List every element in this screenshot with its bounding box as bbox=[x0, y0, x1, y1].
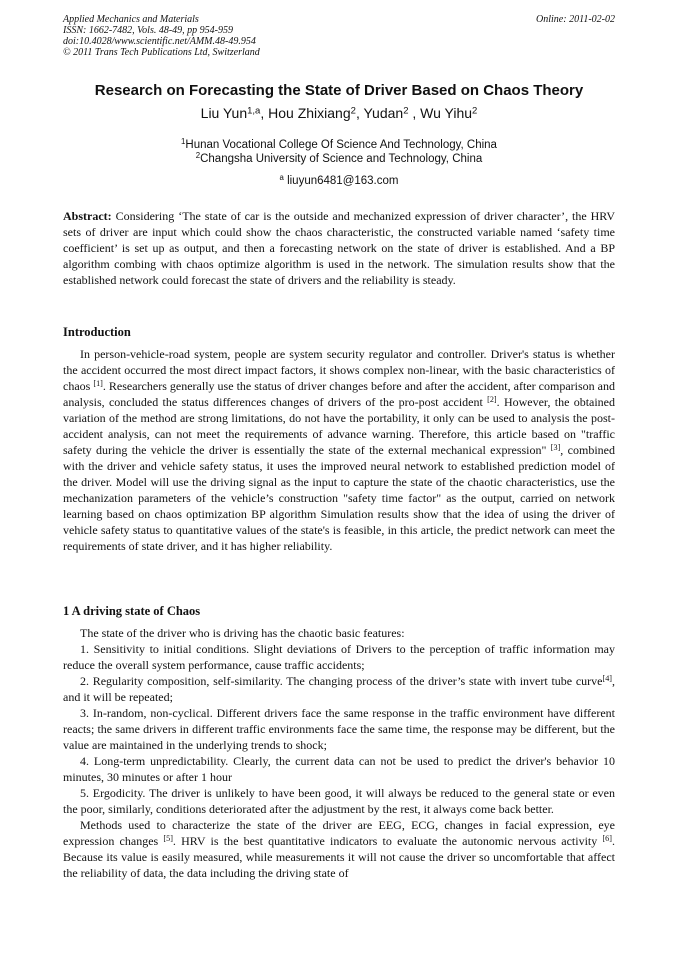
citation: [2] bbox=[487, 394, 497, 404]
section1-paragraph: 5. Ergodicity. The driver is unlikely to have been good, it will always be reduced to the general state or even the poor, similarly, conditions deteriorated after the adjustment by the rest, it always come back better. bbox=[63, 786, 615, 816]
author-sup: 2 bbox=[472, 105, 478, 117]
intro-text: In person-vehicle-road system, people are system security regulator and controller. Driver's status is whether the accident occurred the most direct impact factors, it shows complex non-linear, with the basic characteristics of chaos bbox=[63, 347, 615, 393]
intro-text: . However, the obtained variation of the method are strong limitations, do not have the portability, it only can be used to analysis the post-accident analysis, can not meet the requirements of advance warning. Therefore, this article based on "traffic safety during the vehicle the driver is essentially the state of the external mechanical expression" bbox=[63, 395, 616, 457]
affiliation-1 bbox=[40, 138, 638, 152]
affiliation-2 bbox=[40, 152, 638, 166]
author-sup: 2 bbox=[350, 105, 356, 117]
section1-heading: 1 A driving state of Chaos bbox=[63, 604, 201, 618]
para-text: . Because its value is easily measured, while measurements it will not cause the driver so uncomfortable that affect the reliability of data, the data including the driving state of bbox=[63, 834, 615, 880]
affiliation-text: Hunan Vocational College Of Science And Technology, China bbox=[185, 139, 497, 151]
citation: [6] bbox=[602, 833, 612, 843]
para-text: Methods used to characterize the state of the driver are EEG, ECG, changes in facial expression, eye expression changes bbox=[63, 818, 615, 848]
section1-paragraph bbox=[63, 673, 615, 705]
introduction-body bbox=[63, 346, 615, 554]
intro-text: . Researchers generally use the status of driver changes before and after the accident, after comparison and analysis, concluded the status differences changes of drivers of the pro-post accident bbox=[63, 379, 615, 409]
intro-text: , combined with the driver and vehicle safety status, it uses the improved neural network to established prediction model of the driver. Model will use the driving signal as the input to capture the state of the chaotic characteristics, use the mechanization parameters of the vehicle’s construction "safety time factor" as the output, carried on network learning based on chaos optimization BP algorithm Simulation results show that the idea of using the driver of vehicle safety status to quantitative values of the state's is feasible, in this article, the predict network can meet the requirements of state driver, and it has higher reliability. bbox=[63, 443, 615, 553]
citation: [4] bbox=[602, 673, 612, 683]
copyright-line: © 2011 Trans Tech Publications Ltd, Switzerland bbox=[63, 47, 260, 58]
author-sup: 2 bbox=[403, 105, 409, 117]
affiliation-text: Changsha University of Science and Technology, China bbox=[200, 153, 483, 165]
abstract-label: Abstract: bbox=[63, 209, 112, 223]
author-name: Liu Yun bbox=[200, 105, 248, 121]
introduction-heading: Introduction bbox=[63, 325, 131, 339]
online-date: Online: 2011-02-02 bbox=[536, 14, 615, 25]
email-sup: a bbox=[279, 173, 284, 183]
para-text: . HRV is the best quantitative indicators to evaluate the autonomic nervous activity bbox=[172, 834, 603, 848]
journal-name: Applied Mechanics and Materials bbox=[63, 14, 199, 25]
author-list bbox=[40, 104, 638, 122]
author-name: , Yudan bbox=[355, 105, 404, 121]
section1-paragraph bbox=[63, 817, 615, 881]
section1-paragraph: 4. Long-term unpredictability. Clearly, the current data can not be used to predict the driver's behavior 10 minutes, 30 minutes or after 1 hour bbox=[63, 754, 615, 784]
doi-line: doi:10.4028/www.scientific.net/AMM.48-49.954 bbox=[63, 36, 256, 47]
section1-paragraph: 3. In-random, non-cyclical. Different drivers face the same response in the traffic environment have different reacts; the same drivers in different traffic environments face the same time, the response may be different, but the value are maintained in the underlying trends to shock; bbox=[63, 706, 615, 752]
para-text: 2. Regularity composition, self-similarity. The changing process of the driver’s state with invert tube curve bbox=[80, 674, 603, 688]
citation: [5] bbox=[163, 833, 173, 843]
author-email bbox=[40, 174, 638, 188]
citation: [3] bbox=[550, 442, 561, 452]
journal-header bbox=[63, 14, 615, 58]
author-sup: 1,a bbox=[247, 105, 261, 117]
author-name: , Wu Yihu bbox=[408, 105, 473, 121]
citation: [1] bbox=[93, 378, 103, 388]
abstract bbox=[63, 208, 615, 288]
abstract-text: Considering ‘The state of car is the outside and mechanized expression of driver character’, the HRV sets of driver are input which could show the chaos characteristic, the constructed variable named ‘safety time coefficient’ is set up as output, and then a forecasting network on the state of driver is established. And a BP algorithm combing with chaos optimize algorithm is used in the network. The simulation results show that the established network could forecast the state of drivers and the reliability is steady. bbox=[63, 209, 615, 287]
affiliation-sup: 1 bbox=[181, 137, 186, 147]
section1-paragraph: 1. Sensitivity to initial conditions. Slight deviations of Drivers to the perception of traffic information may reduce the overall system performance, cause traffic accidents; bbox=[63, 642, 615, 672]
section1-paragraph: The state of the driver who is driving has the chaotic basic features: bbox=[80, 626, 405, 640]
email-text: liuyun6481@163.com bbox=[283, 175, 399, 187]
section1-body bbox=[63, 625, 615, 881]
para-text: , and it will be repeated; bbox=[63, 674, 615, 704]
author-name: , Hou Zhixiang bbox=[260, 105, 351, 121]
paper-title: Research on Forecasting the State of Driver Based on Chaos Theory bbox=[94, 82, 584, 99]
affiliation-sup: 2 bbox=[195, 151, 201, 161]
issn-line: ISSN: 1662-7482, Vols. 48-49, pp 954-959 bbox=[63, 25, 233, 36]
